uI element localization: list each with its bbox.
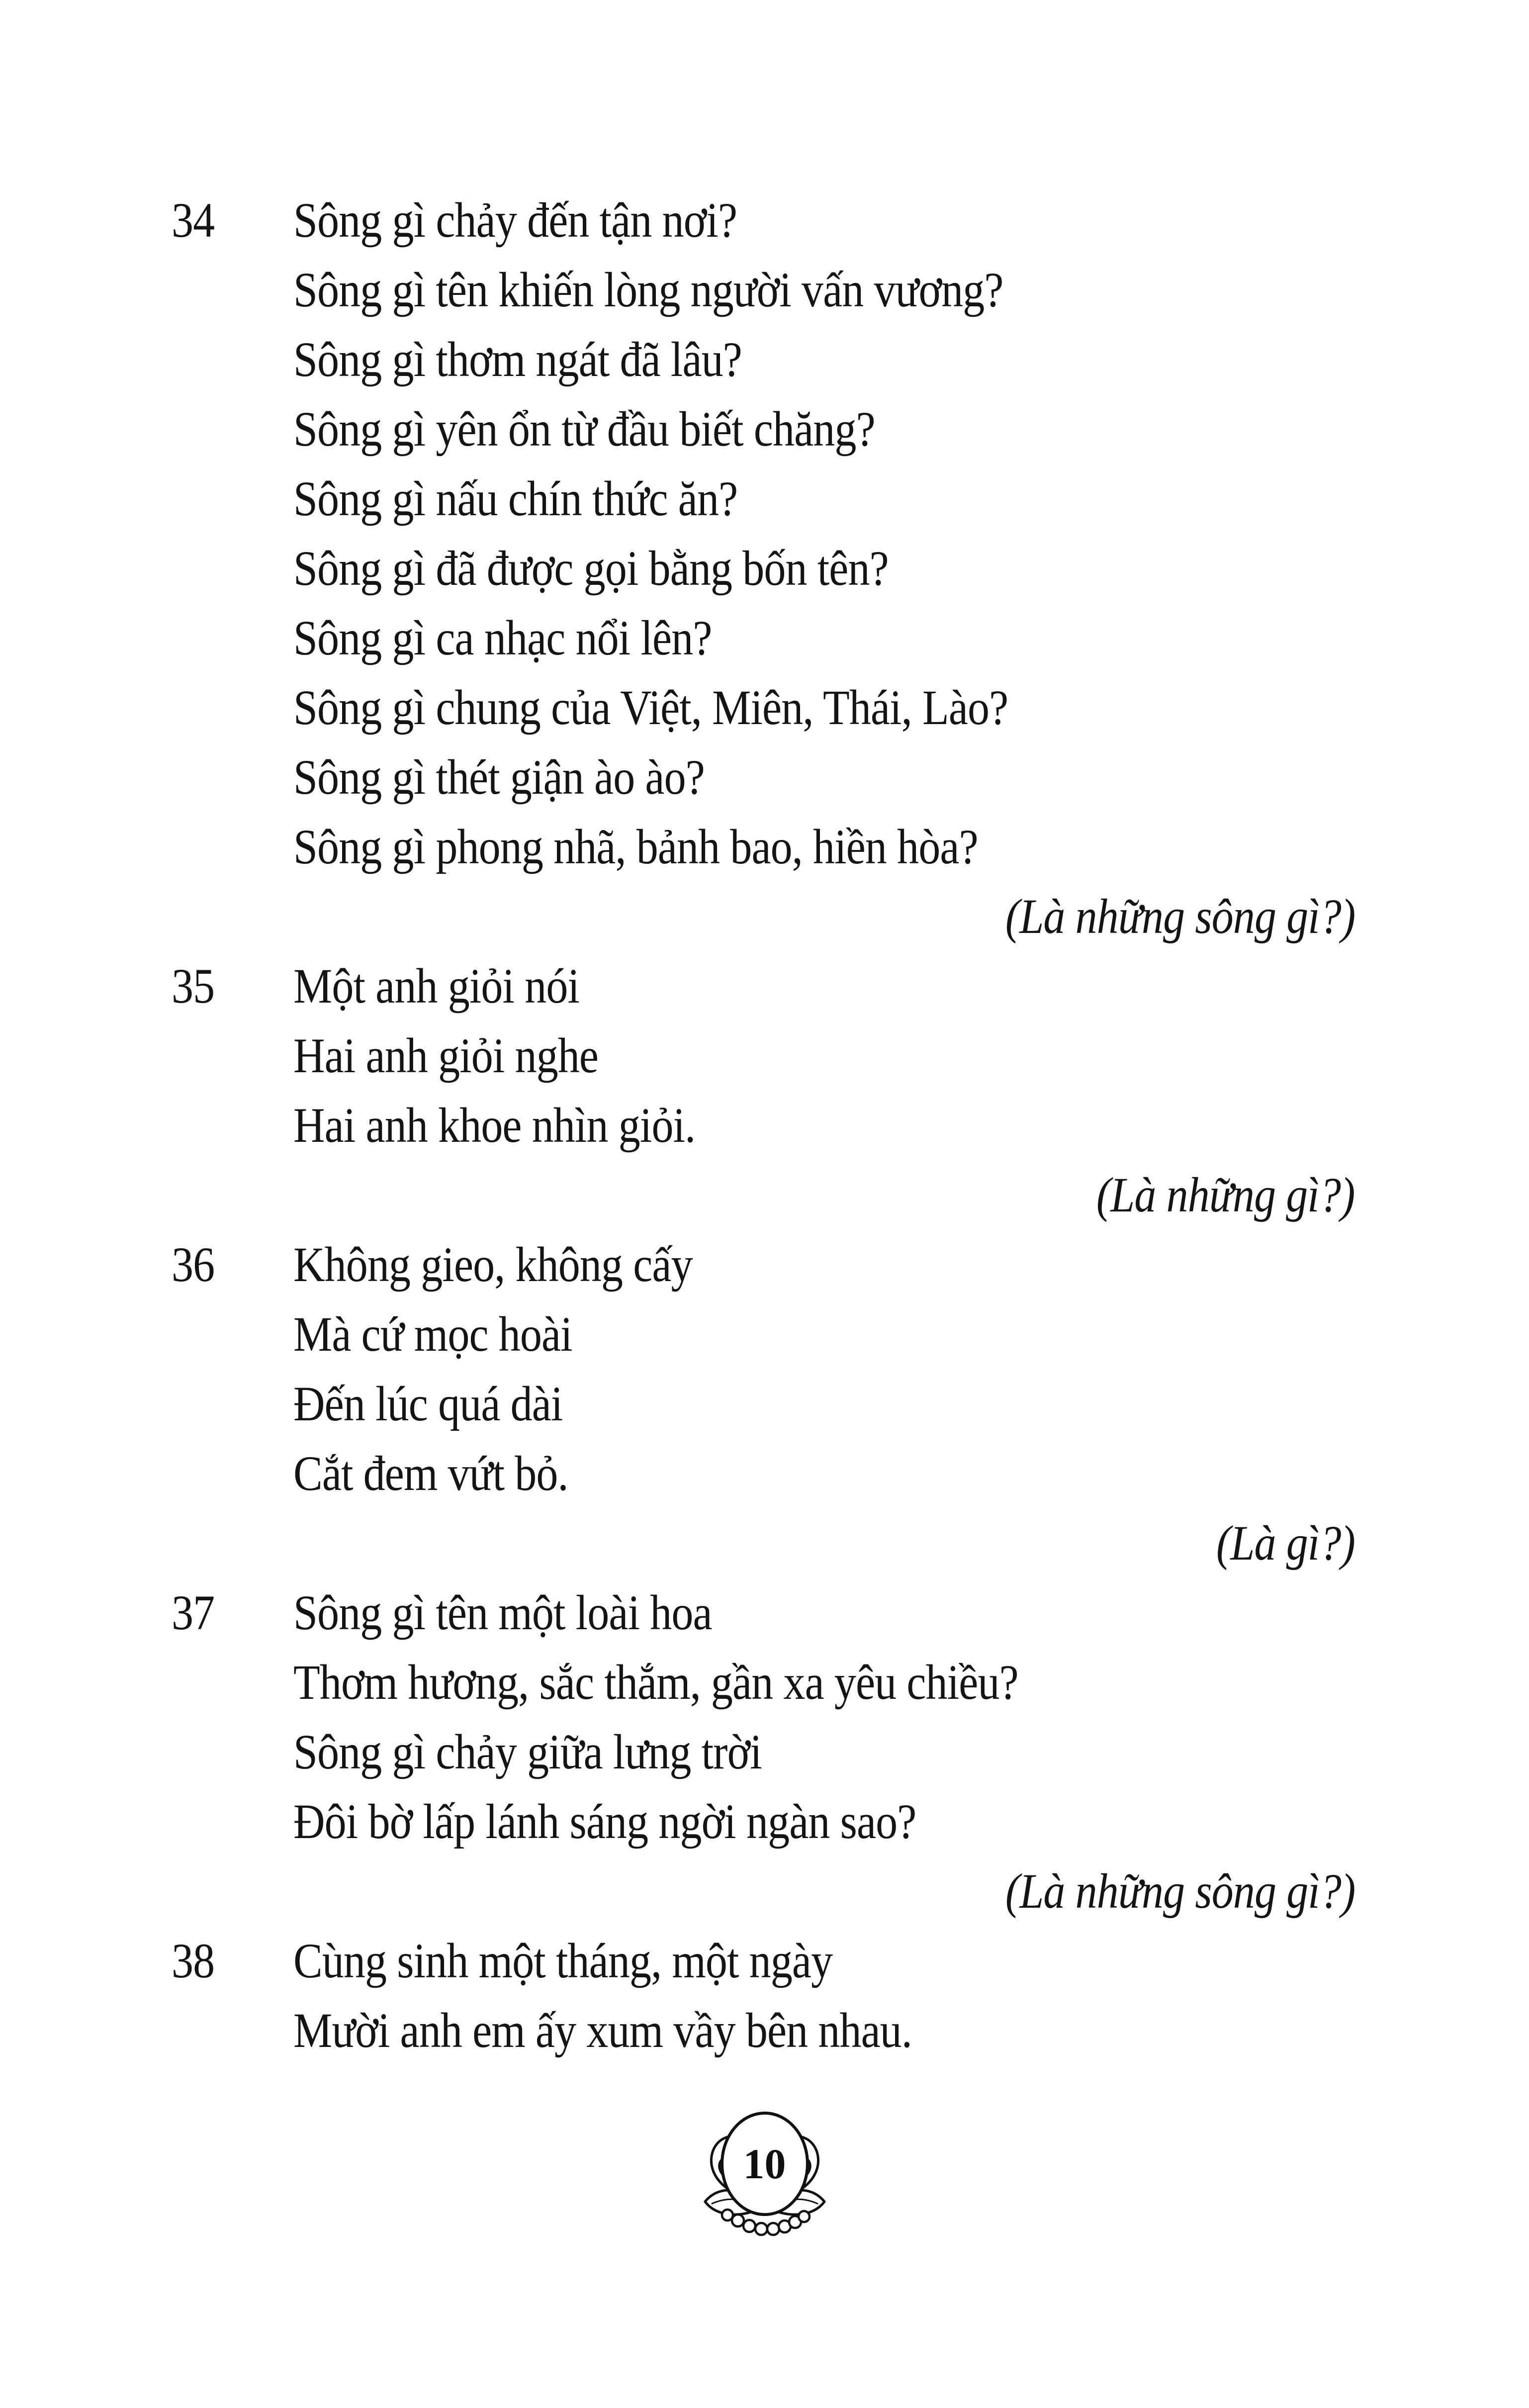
riddle-line-text: Sông gì tên một loài hoa	[293, 1585, 712, 1640]
riddle-number	[172, 1230, 220, 1299]
page-number: 10	[743, 2140, 786, 2188]
riddle-item-35	[0, 951, 1529, 1230]
riddle-answer-line	[0, 1856, 1529, 1926]
riddle-line	[0, 742, 1529, 812]
riddle-line-text: Sông gì chảy đến tận nơi?	[293, 192, 737, 248]
riddle-line-text: Mà cứ mọc hoài	[293, 1306, 572, 1362]
riddle-line-text: Một anh giỏi nói	[293, 958, 580, 1014]
riddle-answer-text: (Là gì?)	[1216, 1515, 1355, 1571]
riddle-line-text: Sông gì đã được gọi bằng bốn tên?	[293, 541, 889, 596]
riddle-line	[0, 1369, 1529, 1439]
riddle-line	[0, 1439, 1529, 1508]
riddle-line	[0, 464, 1529, 534]
riddle-line-text: Sông gì tên khiến lòng người vấn vương?	[293, 262, 1003, 317]
riddle-line	[0, 1648, 1529, 1717]
riddle-line	[0, 394, 1529, 464]
riddle-line	[0, 1021, 1529, 1091]
riddle-line	[0, 1996, 1529, 2065]
riddle-line-text: Sông gì thơm ngát đã lâu?	[293, 332, 742, 387]
riddle-item-36	[0, 1230, 1529, 1578]
riddle-line	[0, 255, 1529, 325]
riddle-answer-text: (Là những sông gì?)	[1005, 889, 1355, 944]
riddle-answer-line	[0, 1160, 1529, 1230]
riddle-line	[0, 534, 1529, 603]
riddle-number-text: 35	[172, 958, 215, 1014]
riddle-item-34	[0, 185, 1529, 951]
riddle-line-text: Cắt đem vứt bỏ.	[293, 1446, 568, 1501]
riddle-line-text: Đôi bờ lấp lánh sáng ngời ngàn sao?	[293, 1794, 916, 1849]
riddle-line	[0, 1926, 1529, 1996]
riddle-line-text: Hai anh khoe nhìn giỏi.	[293, 1098, 696, 1153]
riddle-line	[0, 185, 1529, 255]
riddle-line	[0, 1717, 1529, 1787]
riddle-line-text: Sông gì phong nhã, bảnh bao, hiền hòa?	[293, 819, 978, 874]
riddle-number	[172, 1926, 220, 1996]
riddle-line	[0, 1787, 1529, 1856]
riddle-line-text: Hai anh giỏi nghe	[293, 1028, 599, 1083]
riddle-number	[172, 185, 220, 255]
riddle-answer-line	[0, 882, 1529, 951]
riddle-line-text: Sông gì chung của Việt, Miên, Thái, Lào?	[293, 680, 1008, 735]
riddle-number-text: 34	[172, 192, 215, 248]
riddle-answer-text: (Là những gì?)	[1096, 1167, 1355, 1222]
riddle-line	[0, 673, 1529, 742]
riddle-line-text: Sông gì yên ổn từ đầu biết chăng?	[293, 401, 875, 457]
riddle-number-text: 38	[172, 1933, 215, 1988]
riddle-line-text: Không gieo, không cấy	[293, 1237, 693, 1292]
riddle-line-text: Sông gì chảy giữa lưng trời	[293, 1724, 762, 1779]
riddle-line	[0, 812, 1529, 882]
riddle-number	[172, 1578, 220, 1648]
riddle-number-text: 37	[172, 1585, 215, 1640]
riddle-line	[0, 603, 1529, 673]
riddle-item-37	[0, 1578, 1529, 1926]
riddle-line	[0, 1091, 1529, 1160]
riddle-line	[0, 325, 1529, 394]
riddle-line	[0, 1230, 1529, 1299]
riddle-line-text: Sông gì ca nhạc nổi lên?	[293, 610, 712, 665]
riddle-line-text: Sông gì nấu chín thức ăn?	[293, 471, 738, 526]
riddle-answer-text: (Là những sông gì?)	[1005, 1863, 1355, 1919]
riddle-line	[0, 1578, 1529, 1648]
riddle-line-text: Thơm hương, sắc thắm, gần xa yêu chiều?	[293, 1655, 1018, 1710]
riddle-line-text: Cùng sinh một tháng, một ngày	[293, 1933, 833, 1988]
riddle-line	[0, 951, 1529, 1021]
riddle-number	[172, 951, 220, 1021]
riddle-line-text: Mười anh em ấy xum vầy bên nhau.	[293, 2003, 912, 2058]
riddle-item-38	[0, 1926, 1529, 2065]
page-number-badge	[690, 2106, 839, 2250]
riddle-line-text: Đến lúc quá dài	[293, 1376, 563, 1431]
riddle-line	[0, 1299, 1529, 1369]
riddle-answer-line	[0, 1508, 1529, 1578]
riddle-number-text: 36	[172, 1237, 215, 1292]
riddle-line-text: Sông gì thét giận ào ào?	[293, 749, 705, 805]
